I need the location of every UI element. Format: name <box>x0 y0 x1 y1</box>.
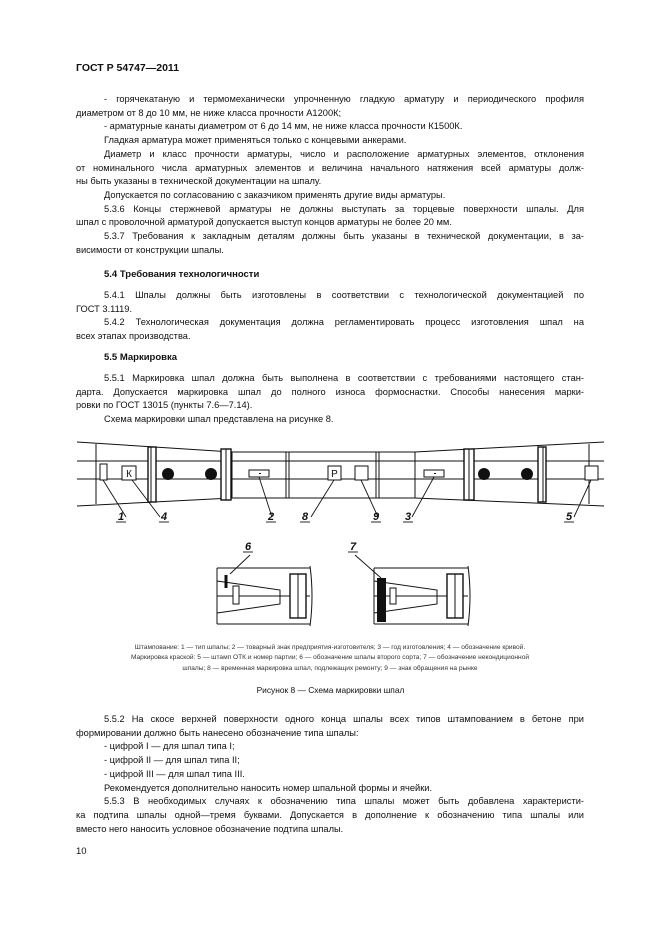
paragraph-5-5-1 <box>76 372 584 427</box>
text-line: дарта. Допускается маркировка шпал до полного износа формоснастки. Способы нанесения марки- <box>76 386 584 397</box>
mark-repair-letter: Р <box>331 469 338 480</box>
text-line: - цифрой III — для шпал типа III. <box>104 768 245 779</box>
text-line: Схема маркировки шпал представлена на рисунке 8. <box>104 414 334 425</box>
leader-lines <box>103 477 591 517</box>
callout-9: 9 <box>373 511 380 523</box>
text-line: 5.5.1 Маркировка шпал должна быть выполнена в соответствии с требованиями настоящего стан- <box>104 373 584 383</box>
text-line: от номинального числа арматурных элементов и величина начального натяжения всей арматуры долж- <box>76 162 584 173</box>
paragraph-5-5-2 <box>76 713 584 836</box>
text-line: 5.5.2 На скосе верхней поверхности одного конца шпалы всех типов штампованием в бетоне при <box>104 714 584 724</box>
anchor-hole <box>163 469 174 480</box>
figure-8-marking-scheme <box>0 428 661 628</box>
callout-2: 2 <box>268 511 275 523</box>
page-number: 10 <box>76 846 87 857</box>
text-line: 5.5.3 В необходимых случаях к обозначению типа шпалы может быть добавлена характеристи- <box>104 796 584 807</box>
section-heading-5-4: 5.4 Требования технологичности <box>104 269 260 280</box>
callout-1: 1 <box>118 511 125 523</box>
mark-otk <box>585 466 598 480</box>
text-line: - цифрой I — для шпал типа I; <box>104 741 235 752</box>
callout-6: 6 <box>245 541 252 553</box>
mark-sleeper-type <box>100 464 107 480</box>
text-line: вместо него наносить условное обозначение подтипа шпалы. <box>76 823 344 834</box>
sleeper-end-detail-right <box>355 555 470 626</box>
text-line: 5.3.7 Требования к закладным деталям должны быть указаны в технической документации, в за- <box>104 231 584 242</box>
anchor-hole <box>206 469 217 480</box>
caption-line: Маркировка краской: 5 — штамп ОТК и номер партии; 6 — обозначение шпалы второго сорта; 7 — обозначение некондиционной <box>130 654 530 662</box>
section-heading-5-5: 5.5 Маркировка <box>104 352 178 363</box>
sleeper-top-view <box>77 442 604 506</box>
anchor-hole <box>479 469 490 480</box>
mark-curve-letter: К <box>126 469 132 480</box>
text-line: висимости от конструкции шпалы. <box>76 244 224 255</box>
callout-7: 7 <box>350 541 357 553</box>
text-line: ка подтипа шпалы одной—тремя буквами. Допускается в дополнение к обозначению типа шпалы или <box>76 809 584 820</box>
callout-5: 5 <box>566 511 573 523</box>
text-line: Гладкая арматура может применяться только с концевыми анкерами. <box>104 135 407 146</box>
callout-8: 8 <box>302 511 309 523</box>
text-line: ГОСТ 3.1119. <box>76 303 133 314</box>
text-line: - арматурные канаты диаметром от 6 до 14 мм, не ниже класса прочности К1500К. <box>104 121 463 132</box>
text-line: формировании должно быть нанесено обозначение типа шпалы: <box>76 727 359 738</box>
text-line: Диаметр и класс прочности арматуры, число и расположение арматурных элементов, отклонения <box>104 148 584 159</box>
anchor-hole <box>522 469 533 480</box>
text-line: 5.4.1 Шпалы должны быть изготовлены в соответствии с технологической документацией по <box>104 290 584 300</box>
text-line: ровки по ГОСТ 13015 (пункты 7.6—7.14). <box>76 400 253 411</box>
text-line: Рекомендуется дополнительно наносить номер шпальной формы и ячейки. <box>104 782 433 793</box>
figure-title: Рисунок 8 — Схема маркировки шпал <box>256 685 405 695</box>
document-header: ГОСТ Р 54747—2011 <box>76 62 180 74</box>
figure-caption <box>76 643 584 674</box>
sleeper-end-detail-left <box>217 555 312 626</box>
text-line: ны быть указаны в технической документации на шпалу. <box>76 176 322 187</box>
text-line: шпал с проволочной арматурой допускается выступ концов арматуры не более 20 мм. <box>76 217 452 228</box>
text-line: - горячекатаную и термомеханически упрочненную гладкую арматуру и периодического профиля <box>104 94 584 104</box>
paragraph-5-4 <box>76 289 584 344</box>
caption-line: шпалы; 8 — временная маркировка шпал, подлежащих ремонту; 9 — знак обращения на рынке <box>182 664 478 672</box>
callout-3: 3 <box>405 511 412 523</box>
text-line: 5.4.2 Технологическая документация должна регламентировать процесс изготовления шпал на <box>104 317 584 328</box>
paragraph-reinforcement <box>76 93 584 257</box>
caption-line: Штампование: 1 — тип шпалы; 2 — товарный знак предприятия-изготовителя; 3 — год изготовления; 4 — обозначение кривой. <box>134 644 526 651</box>
text-line: Допускается по согласованию с заказчиком применять другие виды арматуры. <box>104 189 446 200</box>
text-line: диаметром от 8 до 10 мм, не ниже класса прочности А1200К; <box>76 107 342 118</box>
text-line: 5.3.6 Концы стержневой арматуры не должны выступать за торцевые поверхности шпалы. Для <box>104 203 584 214</box>
mark-market <box>355 466 368 480</box>
callout-4: 4 <box>161 511 168 523</box>
text-line: - цифрой II — для шпал типа II; <box>104 755 240 766</box>
text-line: всех этапах производства. <box>76 331 191 342</box>
